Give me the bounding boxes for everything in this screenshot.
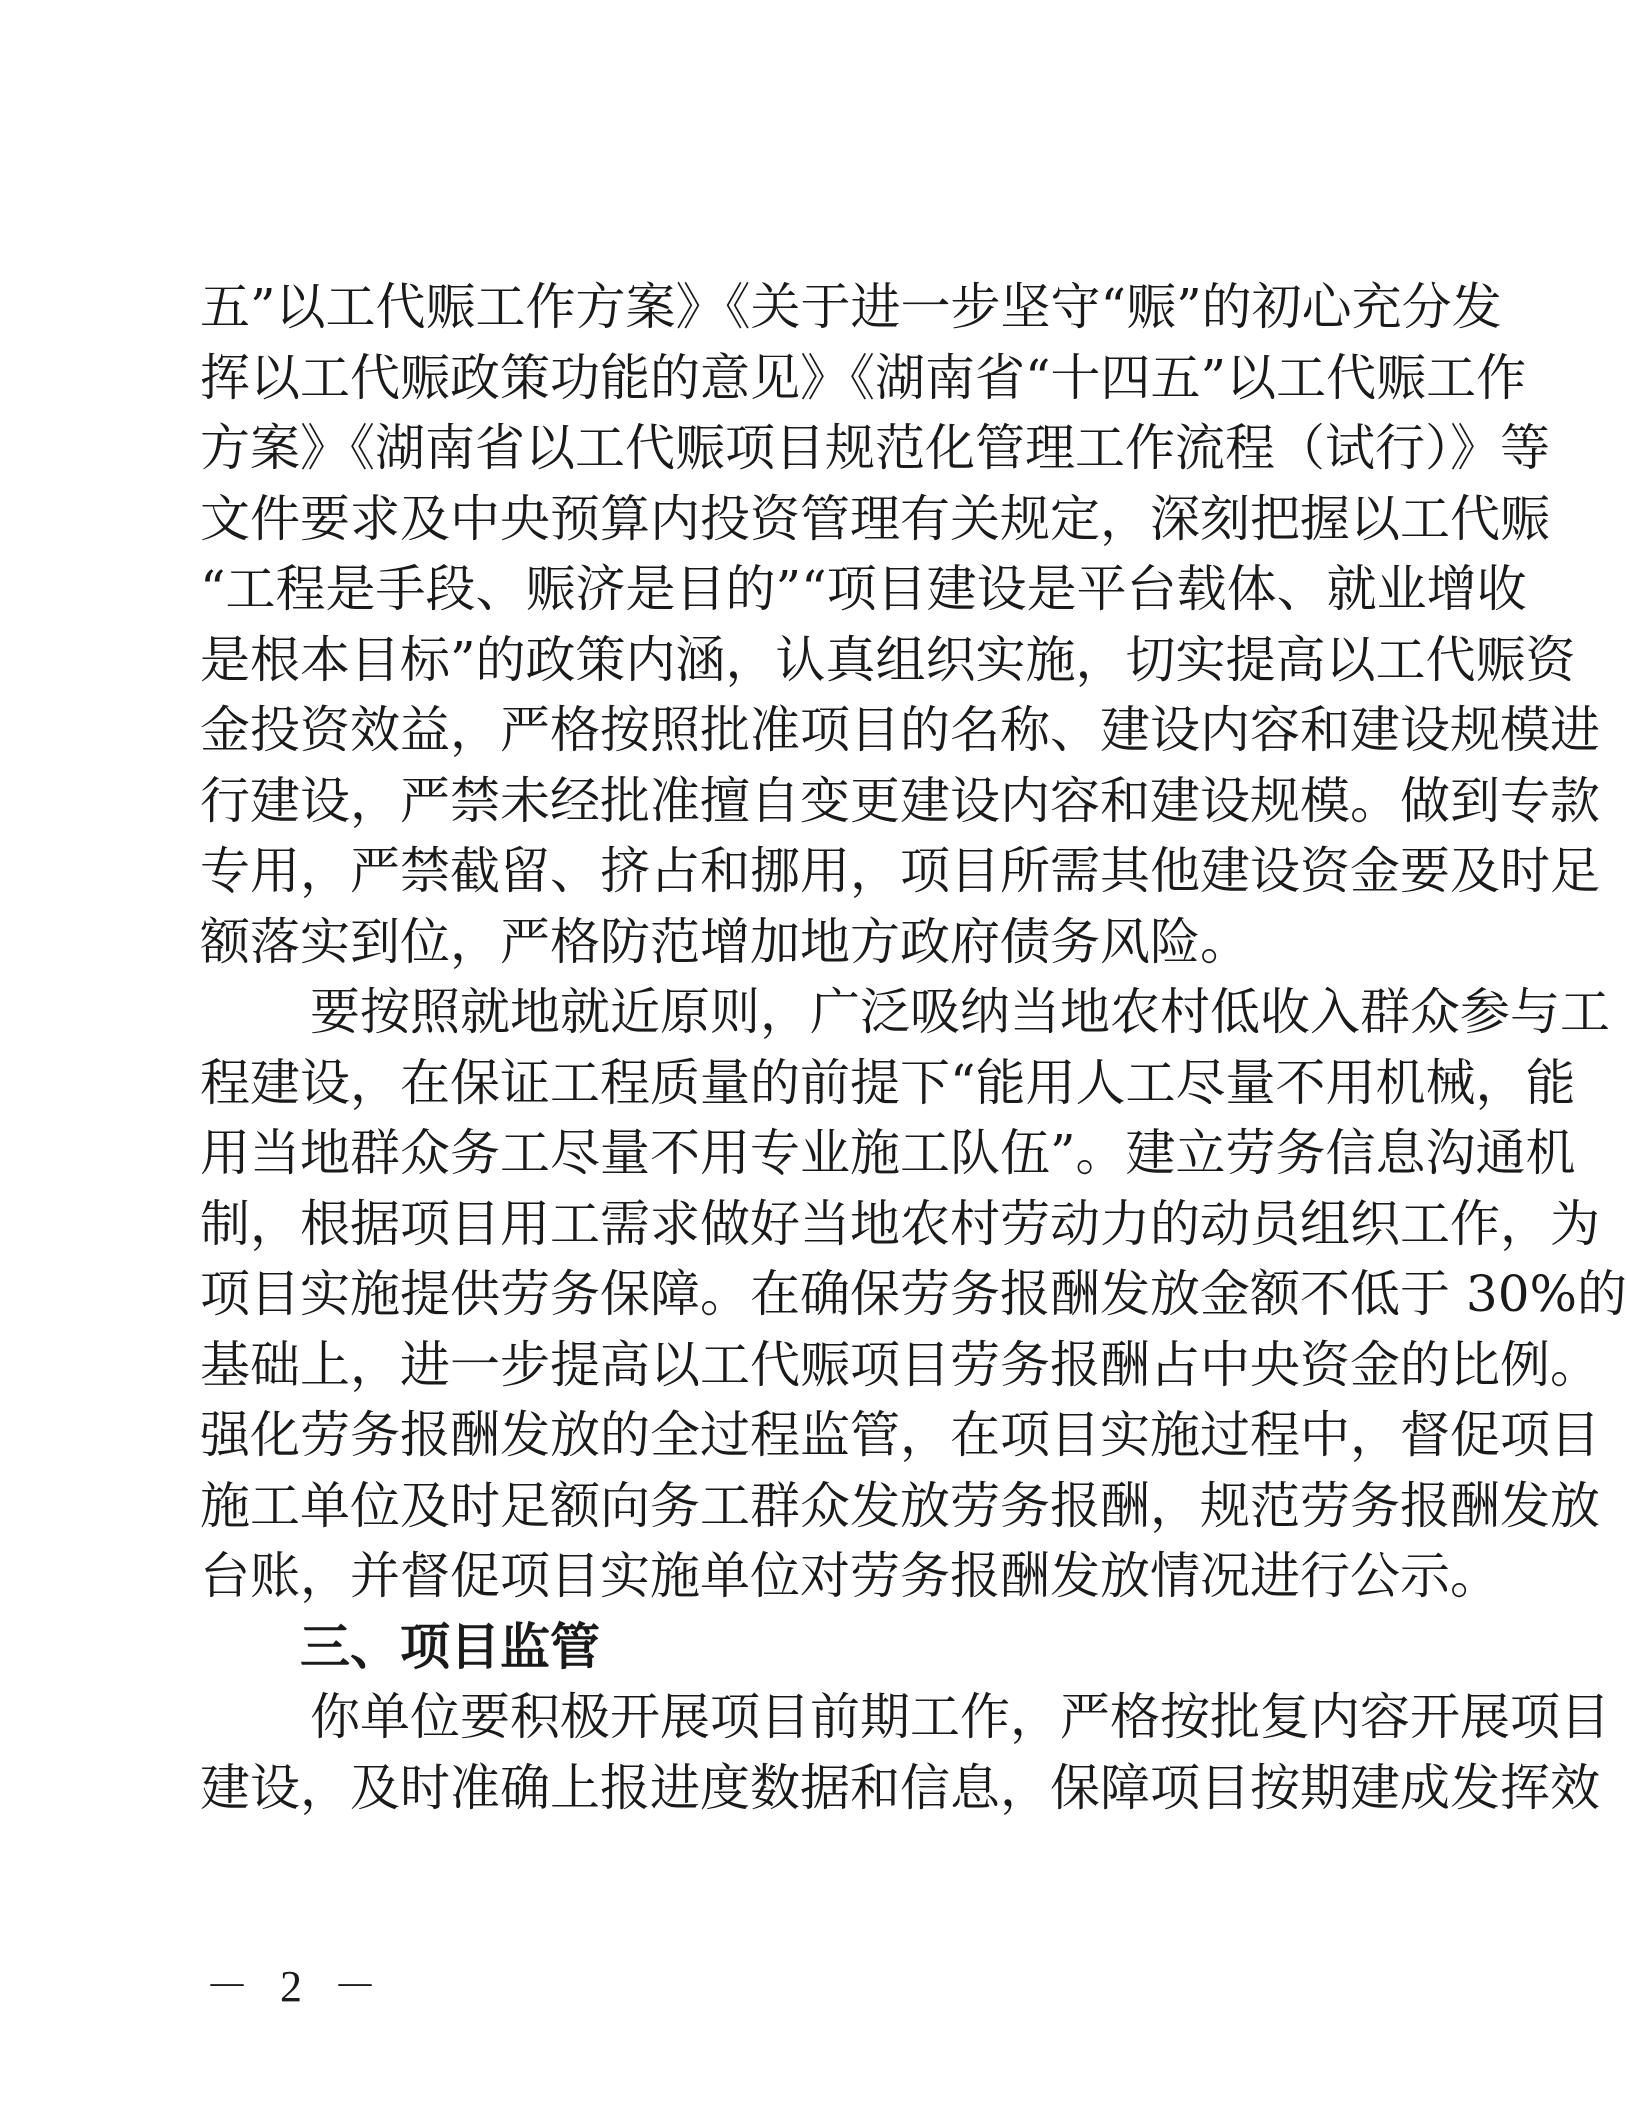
- paragraph: [200, 272, 1600, 977]
- text-line: 是根本目标”的政策内涵，认真组织实施，切实提高以工代赈资: [200, 630, 1576, 689]
- section-heading: 三、项目监管: [300, 1616, 600, 1676]
- text-line: 程建设，在保证工程质量的前提下“能用人工尽量不用机械，能: [200, 1053, 1576, 1112]
- text-line: 你单位要积极开展项目前期工作，严格按批复内容开展项目: [310, 1688, 1610, 1746]
- text-line: 强化劳务报酬发放的全过程监管，在项目实施过程中，督促项目: [200, 1406, 1600, 1464]
- text-line: “工程是手段、赈济是目的”“项目建设是平台载体、就业增收: [200, 560, 1527, 618]
- text-line: 要按照就地就近原则，广泛吸纳当地农村低收入群众参与工: [310, 983, 1610, 1041]
- text-line: 制，根据项目用工需求做好当地农村劳动力的动员组织工作，为: [200, 1194, 1600, 1253]
- document-body: [200, 272, 1627, 1823]
- text-line: 挥以工代赈政策功能的意见》《湖南省“十四五”以工代赈工作: [200, 348, 1527, 407]
- text-line: 用当地群众务工尽量不用专业施工队伍”。建立劳务信息沟通机: [200, 1124, 1576, 1182]
- text-line: 额落实到位，严格防范增加地方政府债务风险。: [200, 912, 1250, 971]
- paragraph: [200, 977, 1627, 1612]
- text-line: 项目实施提供劳务保障。在确保劳务报酬发放金额不低于 30%的: [200, 1265, 1627, 1323]
- paragraph: [200, 1682, 1610, 1823]
- text-line: 施工单位及时足额向务工群众发放劳务报酬，规范劳务报酬发放: [200, 1476, 1600, 1535]
- text-line: 文件要求及中央预算内投资管理有关规定，深刻把握以工代赈: [200, 489, 1550, 548]
- text-line: 建设，及时准确上报进度数据和信息，保障项目按期建成发挥效: [200, 1758, 1600, 1817]
- text-line: 台账，并督促项目实施单位对劳务报酬发放情况进行公示。: [200, 1547, 1500, 1605]
- text-line: 专用，严禁截留、挤占和挪用，项目所需其他建设资金要及时足: [200, 842, 1600, 900]
- text-line: 金投资效益，严格按照批准项目的名称、建设内容和建设规模进: [200, 701, 1600, 759]
- text-line: 五”以工代赈工作方案》《关于进一步坚守“赈”的初心充分发: [200, 278, 1502, 336]
- text-line: 行建设，严禁未经批准擅自变更建设内容和建设规模。做到专款: [200, 771, 1600, 830]
- text-line: 方案》《湖南省以工代赈项目规范化管理工作流程（试行）》等: [200, 419, 1550, 477]
- page-number: － 2 －: [205, 1962, 387, 2011]
- text-line: 基础上，进一步提高以工代赈项目劳务报酬占中央资金的比例。: [200, 1335, 1600, 1394]
